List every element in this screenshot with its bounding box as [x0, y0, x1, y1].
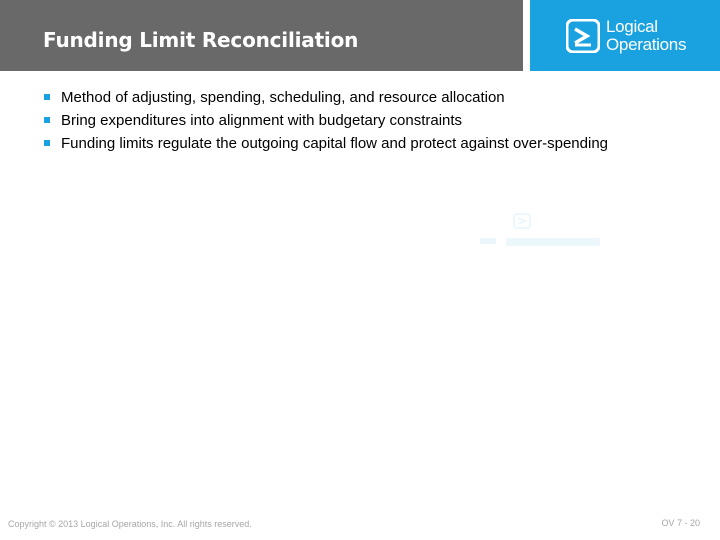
bullet-item	[44, 112, 644, 130]
title-bar	[0, 0, 523, 71]
bullet-text: Method of adjusting, spending, scheduling, and resource allocation	[61, 89, 505, 106]
watermark-logo-icon	[476, 212, 606, 252]
bullet-item	[44, 89, 644, 107]
footer-copyright: Copyright © 2013 Logical Operations, Inc. All rights reserved.	[8, 519, 252, 529]
bullet-text: Bring expenditures into alignment with budgetary constraints	[61, 112, 463, 129]
logo-wordmark	[606, 18, 686, 54]
logo-panel	[530, 0, 720, 71]
bullet-square-icon	[44, 140, 50, 146]
bullet-item	[44, 135, 644, 153]
logo-line-2: Operations	[606, 35, 687, 54]
bullet-square-icon	[44, 117, 50, 123]
footer-page-number: OV 7 - 20	[661, 518, 700, 528]
slide-title: Funding Limit Reconciliation	[43, 28, 359, 52]
bullet-square-icon	[44, 94, 50, 100]
logical-operations-logo-icon	[566, 19, 600, 53]
logo-line-1: Logical	[606, 17, 658, 36]
bullet-text: Funding limits regulate the outgoing capital flow and protect against over-spending	[61, 135, 609, 152]
bullet-list	[44, 89, 644, 158]
